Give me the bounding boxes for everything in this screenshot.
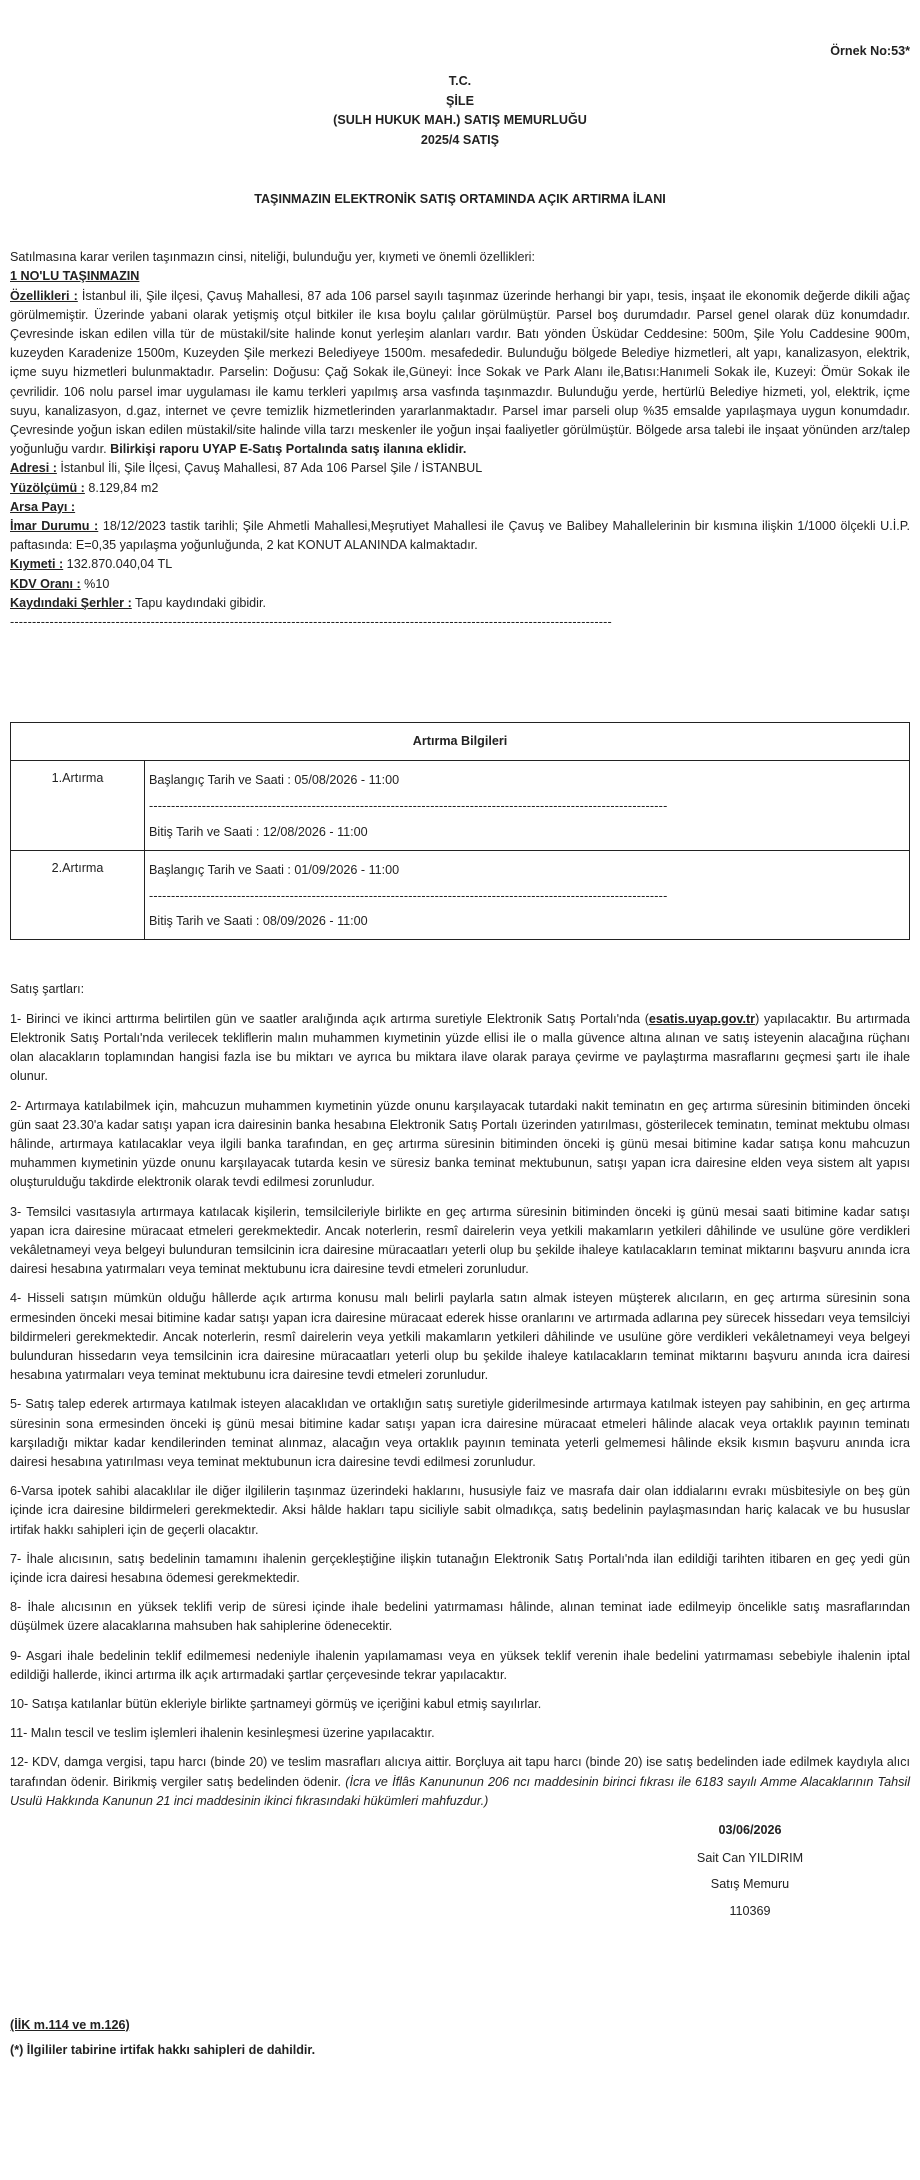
document-header — [10, 72, 910, 150]
term-legal-note: (İcra ve İflâs Kanununun 206 ncı maddesinin birinci fıkrası ile 6183 sayılı Amme Alacaklarının Tahsil Usulü Hakkında Kanunun 21 inci maddesinin ikinci fıkrasındaki hükümleri mahfuzdur.) — [10, 1774, 910, 1808]
footer — [10, 2016, 910, 2060]
end-label: Bitiş Tarih ve Saati : — [149, 914, 263, 929]
header-line-file: 2025/4 SATIŞ — [420, 132, 500, 147]
auction-round-label: 2.Artırma — [11, 850, 145, 940]
features-text: İstanbul ili, Şile ilçesi, Çavuş Mahallesi, 87 ada 106 parsel sayılı taşınmaz üzerinde herhangi bir yapı, tesis, inşaat ile ekonomik değerde dikili ağaç görülmemiştir. Üzerinde yabani olarak yetişmiş otçul bitkiler ile kısa boylu çalılar görülmüştür. Parsel boş durumdadır. Parsel genel olarak düz konumdadır. Çevresinde iskan edilen villa tür de müstakil/site halinde konut yerleşim alanları vardır. Batı yönden Üsküdar Ceddesine: 500m, Şile Yolu Caddesine 900m, kuzeyden Karadenize 1500m, Kuzeyden Şile merkezi Belediyeye 1500m. mesafededir. Bulunduğu bölgede Belediye hizmetleri, alt yapı, kanalizasyon, elektrik, içme suyu hizmetleri bulunmaktadır. Parselin: Doğusu: Çağ Sokak ile,Güneyi: İnce Sokak ve Park Alanı ile,Batısı:Hanımeli Sokak ile, Kuzeyi: Ömür Sokak ile çevrilidir. 106 nolu parsel imar uygulaması ile kamu terkleri yapılmış arsa vasfında taşınmazdır. Bulunduğu yerde, hertürlü Belediye hizmeti, yol, elektrik, içme suyu, kanalizasyon, d.gaz, internet ve çevre temizlik hizmetlerinden yararlanmaktadır. Parsel imar parseli olup %35 emsalde yapılaşmaya uygun konumdadır. Çevresinde yoğun iskan edilen müstakil/site halinde villa tarzı meskenler ile yoğun inşai faaliyetler görülmüştür. Bölgede arsa talebi ile inşaat yönünden arz/talep yoğunluğu vardır. — [10, 288, 910, 457]
property-land-share — [10, 498, 910, 517]
value-amount: 132.870.040,04 TL — [63, 557, 173, 572]
land-share-label: Arsa Payı : — [10, 499, 76, 514]
value-label: Kıymeti : — [10, 557, 64, 572]
vat-value: %10 — [80, 576, 110, 591]
term-text: ) yapılacaktır. Bu artırmada Elektronik Satış Portalı'nda verilecek tekliflerin malın muhammen kıymetinin yüzde ellisi ile o malla güvence altına alınan ve satış isteyenin alacağına rüçhanı olan alacakların toplamından hangisi fazla ise bu miktarı ve ayrıca bu miktara ilave olarak paraya çevirme ve paylaştırma masraflarını geçmesi şartı ile ihale olunur. — [10, 1011, 910, 1084]
auction-round-label: 1.Artırma — [11, 761, 145, 851]
auction-start — [149, 771, 905, 790]
auction-end — [149, 912, 905, 931]
signature-date: 03/06/2026 — [718, 1823, 782, 1837]
property-value — [10, 555, 910, 574]
property-area — [10, 479, 910, 498]
term-item: 5- Satış talep ederek artırmaya katılmak isteyen alacaklıdan ve ortaklığın satış suretiyle giderilmesinde artırmaya katılmak isteyen pay sahibinin, en geç artırma süresinin sona ermesinden önceki iş günü mesai bitimine kadar satışı yapan icra dairesine müracaat etmeleri hâlinde alacak veya ortaklık payının teminatı karşıladığı miktar kadar kendilerinden teminat alınmaz, alacağın veya ortaklık payının teminata yeterli gelmemesi hâlinde eksik kısmın başvuru anında icra dairesi hesabına yatırılması veya teminat mektubunun icra dairesine tevdi edilmesi zorunludur. — [10, 1397, 910, 1469]
start-value: 01/09/2026 - 11:00 — [294, 862, 400, 877]
property-features — [10, 287, 910, 460]
terms-title: Satış şartları: — [10, 982, 85, 997]
term-item: 8- İhale alıcısının en yüksek teklifi verip de süresi içinde ihale bedelini yatırmaması hâlinde, alınan teminat iade edilmeyip öncelikle satış masraflarından düşülmek üzere alacaklarına mahsuben hak sahiplerine ödenecektir. — [10, 1600, 910, 1634]
end-value: 08/09/2026 - 11:00 — [262, 914, 368, 929]
property-address — [10, 459, 910, 478]
signature-block — [600, 1821, 900, 1921]
signer-number: 110369 — [729, 1903, 771, 1918]
auction-end — [149, 823, 905, 842]
annotations-label: Kaydındaki Şerhler : — [10, 595, 132, 610]
dash-separator: ---------------------------------------------------------------------------------------------------------------------- — [149, 799, 668, 814]
annotations-value: Tapu kaydındaki gibidir. — [131, 595, 266, 610]
features-bold-note: Bilirkişi raporu UYAP E-Satış Portalında satış ilanına eklidir. — [110, 442, 467, 457]
term-item: 9- Asgari ihale bedelinin teklif edilmemesi nedeniyle ihalenin yapılamaması veya en yüksek teklif verenin ihale bedelini yatırmaması sebebiyle ihalenin iptal edildiği hallerde, ikinci artırma ilk açık artırmadaki şartlar çerçevesinde tekrar yapılacaktır. — [10, 1648, 910, 1682]
header-line-place: ŞİLE — [446, 93, 474, 108]
terms-list — [10, 1010, 910, 1811]
footnote: (*) İlgililer tabirine irtifak hakkı sahipleri de dahildir. — [10, 2043, 316, 2058]
term-item: 11- Malın tescil ve teslim işlemleri ihalenin kesinleşmesi üzerine yapılacaktır. — [10, 1726, 435, 1741]
term-text: 1- Birinci ve ikinci arttırma belirtilen gün ve saatler aralığında açık artırma suretiyle Elektronik Satış Portalı'nda ( — [10, 1011, 649, 1026]
auction-round-dates — [145, 761, 910, 851]
property-heading: 1 NO'LU TAŞINMAZIN — [10, 269, 140, 284]
header-line-tc: T.C. — [448, 74, 472, 88]
start-label: Başlangıç Tarih ve Saati : — [149, 862, 295, 877]
table-row — [11, 761, 910, 851]
property-zoning — [10, 517, 910, 555]
auction-info-table — [10, 722, 910, 940]
intro-text: Satılmasına karar verilen taşınmazın cinsi, niteliği, bulunduğu yer, kıymeti ve önemli özellikleri: — [10, 250, 535, 265]
property-section — [10, 267, 910, 632]
auction-table-title: Artırma Bilgileri — [11, 723, 910, 761]
term-item: 10- Satışa katılanlar bütün ekleriyle birlikte şartnameyi görmüş ve içeriğini kabul etmiş sayılırlar. — [10, 1696, 542, 1711]
address-value: İstanbul İli, Şile İlçesi, Çavuş Mahallesi, 87 Ada 106 Parsel Şile / İSTANBUL — [56, 461, 483, 476]
property-annotations — [10, 594, 910, 613]
term-item: 3- Temsilci vasıtasıyla artırmaya katılacak kişilerin, temsilcileriyle birlikte en geç artırma süresinin bitiminden önceki iş günü mesai saati bitimine kadar satışı yapan icra dairesine müracaat etmeleri gerekmektedir. Ancak noterlerin, resmî dairelerin veya yetkili makamların yetkileri dâhilinde ve usulüne göre verdikleri vekâletnameyi veya belgeyi bulunduran temsilcinin icra dairesine müracaatları yeterli olup bu şekilde ihaleye katılacakların teminat miktarını başvuru anında icra dairesi hesabına yatırmaları veya teminat mektubunu icra dairesine tevdi etmeleri zorunludur. — [10, 1204, 910, 1277]
term-item: 4- Hisseli satışın mümkün olduğu hâllerde açık artırma konusu malı belirli paylarla satın almak isteyen müşterek alıcıların, en geç artırma süresinin sona ermesinden önceki mesai bitimine kadar satışı yapan icra dairesine müracaat ederek hisse oranlarını ve artırmada adlarına pey sürecek hissedarı veya temsilciyi bildirmeleri gerekmektedir. Ancak noterlerin, resmî dairelerin veya yetkili makamların yetkileri dâhilinde ve usulüne göre verdikleri vekâletnameyi veya belgeyi bulunduran hissedarın veya temsilcinin icra dairesine müracaatları yeterli olup bu şekilde ihaleye katılacakların teminat miktarını başvuru anında icra dairesi hesabına yatırmaları veya teminat mektubunu icra dairesine tevdi etmeleri zorunludur. — [10, 1291, 910, 1383]
auction-round-dates — [145, 850, 910, 940]
table-row — [11, 850, 910, 940]
document-page — [10, 42, 910, 2060]
announcement-title: TAŞINMAZIN ELEKTRONİK SATIŞ ORTAMINDA AÇIK ARTIRMA İLANI — [254, 192, 666, 206]
signer-name: Sait Can YILDIRIM — [696, 1851, 804, 1866]
end-value: 12/08/2026 - 11:00 — [262, 824, 368, 839]
start-label: Başlangıç Tarih ve Saati : — [149, 773, 295, 788]
zoning-label: İmar Durumu : — [10, 519, 99, 534]
area-value: 8.129,84 m2 — [84, 480, 159, 495]
auction-start — [149, 861, 905, 880]
end-label: Bitiş Tarih ve Saati : — [149, 824, 263, 839]
area-label: Yüzölçümü : — [10, 480, 85, 495]
esatis-link[interactable]: esatis.uyap.gov.tr — [648, 1011, 756, 1026]
law-reference: (İİK m.114 ve m.126) — [10, 2017, 130, 2032]
ornek-number: Örnek No:53* — [830, 44, 910, 58]
address-label: Adresi : — [10, 461, 57, 476]
features-label: Özellikleri : — [10, 288, 78, 303]
term-item: 6-Varsa ipotek sahibi alacaklılar ile diğer ilgililerin taşınmaz üzerindeki haklarını, hususiyle faiz ve masrafa dair olan iddialarını evrakı müsbitesiyle on beş gün içinde icra dairesine bildirmeleri gerekmektedir. Aksi hâlde hakları tapu siciliyle sabit olmadıkça, satış bedelinin paylaşmasından hariç kalacak ve bu hususlar irtifak hakkı sahipleri için de geçerli olacaktır. — [10, 1484, 910, 1537]
term-item: 7- İhale alıcısının, satış bedelinin tamamını ihalenin gerçekleştiğine ilişkin tutanağın Elektronik Satış Portalı'nda ilan edildiği tarihten itibaren en geç yedi gün içinde icra dairesi hesabına ödemesi gerekmektedir. — [10, 1551, 910, 1585]
term-text: 12- KDV, damga vergisi, tapu harcı (binde 20) ve teslim masrafları alıcıya aittir. Borçluya ait tapu harcı (binde 20) ise satış bedelinden iade edilmek kaydıyla alıcı tarafından ödenir. Birikmiş vergiler satış bedelinden ödenir. — [10, 1755, 910, 1789]
term-item — [10, 1753, 910, 1811]
vat-label: KDV Oranı : — [10, 576, 81, 591]
header-line-office: (SULH HUKUK MAH.) SATIŞ MEMURLUĞU — [333, 113, 587, 127]
property-vat — [10, 575, 910, 594]
term-item — [10, 1010, 910, 1087]
start-value: 05/08/2026 - 11:00 — [294, 773, 400, 788]
dash-separator: ---------------------------------------------------------------------------------------------------------------------- — [149, 889, 668, 904]
zoning-value: 18/12/2023 tastik tarihli; Şile Ahmetli Mahallesi,Meşrutiyet Mahallesi ile Çavuş ve Balibey Mahallelerinin bir kısmına ilişkin 1/1000 ölçekli U.İ.P. paftasında: E=0,35 yapılaşma yoğunluğunda, 2 kat KONUT ALANINDA kalmaktadır. — [10, 519, 910, 553]
separator-line: ----------------------------------------------------------------------------------------------------------------------------------------- — [10, 615, 612, 630]
term-item: 2- Artırmaya katılabilmek için, mahcuzun muhammen kıymetinin yüzde onunu karşılayacak tutardaki nakit teminatın en geç artırma süresinin bitiminden önceki gün saat 23.30'a kadar satışı yapan icra dairesinin banka hesabına Elektronik Satış Portalı üzerinden yatırılması, gösterilecek teminatın, teminat mektubu olması hâlinde, artırmaya katılacaklar veya ilgili banka tarafından, en geç artırma süresinin bitiminden önceki iş günü mesai bitimine kadar satışa konu mahcuzun muhammen kıymetinin yüzde onunu karşılayacak tutarda kesin ve süresiz banka teminat mektubunun, satışı yapan icra dairesine elden veya sistem alt yapısı oluşturulduğu takdirde elektronik olarak tevdi edilmesi zorunludur. — [10, 1098, 910, 1190]
signer-title: Satış Memuru — [710, 1877, 790, 1892]
